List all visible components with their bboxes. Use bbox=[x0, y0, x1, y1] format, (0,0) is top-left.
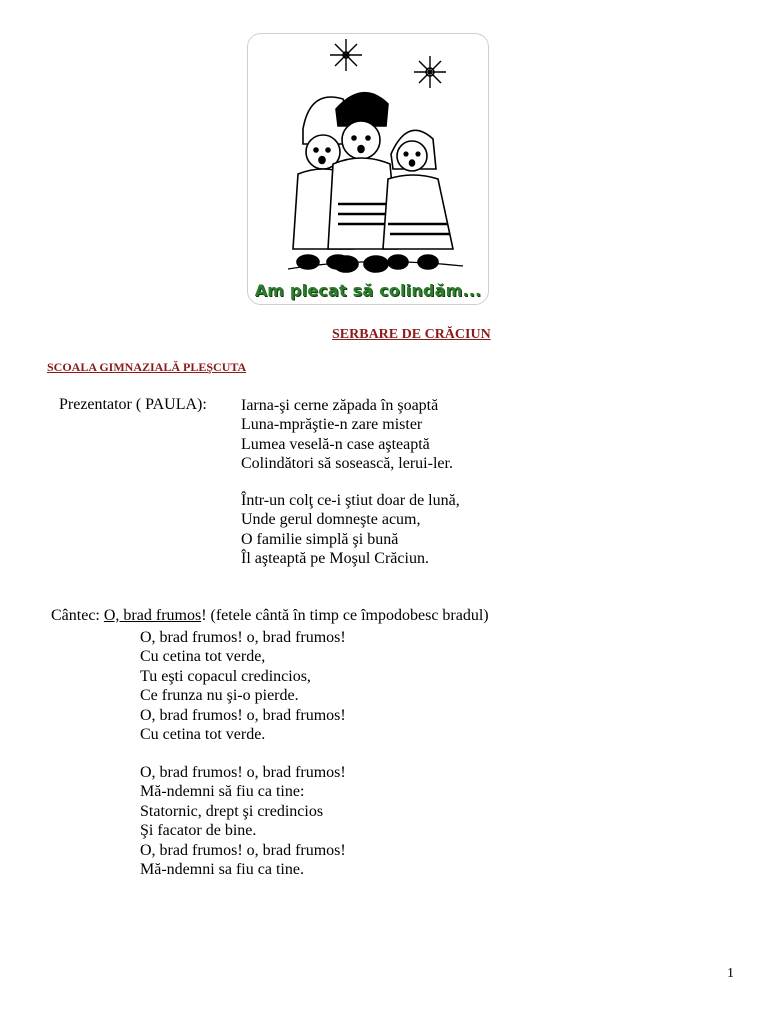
carolers-drawing bbox=[248, 34, 488, 279]
logo-caption: Am plecat să colindăm... bbox=[254, 281, 482, 300]
page-title: SERBARE DE CRĂCIUN bbox=[332, 327, 491, 342]
verse-line: Mă-ndemni să fiu ca tine: bbox=[140, 783, 305, 801]
song-heading bbox=[51, 607, 489, 625]
school-name: SCOALA GIMNAZIALĂ PLEŞCUTA bbox=[47, 360, 247, 374]
verse-line: Colindători să sosească, lerui-ler. bbox=[241, 454, 453, 472]
song-prefix: Cântec: bbox=[51, 607, 104, 624]
verse-line: Într-un colţ ce-i ştiut doar de lună, bbox=[241, 492, 460, 509]
song-verse-2 bbox=[140, 763, 346, 879]
verse-line: Mă-ndemni sa fiu ca tine. bbox=[140, 861, 304, 879]
song-title: O, brad frumos bbox=[103, 607, 202, 624]
verse-line: O, brad frumos! o, brad frumos! bbox=[140, 629, 346, 646]
verse-line: Cu cetina tot verde, bbox=[140, 648, 266, 666]
snowflake-icon bbox=[414, 56, 446, 88]
snowflake-icon bbox=[330, 39, 362, 71]
verse-line: Lumea veselă-n case aşteaptă bbox=[241, 435, 430, 453]
verse-line: Iarna-şi cerne zăpada în şoaptă bbox=[241, 397, 439, 414]
presenter-label: Prezentator ( PAULA): bbox=[59, 396, 207, 413]
presenter-stanza-1 bbox=[241, 396, 453, 473]
verse-line: Unde gerul domneşte acum, bbox=[241, 511, 421, 529]
verse-line: Şi facator de bine. bbox=[140, 822, 257, 840]
verse-line: Luna-mprăştie-n zare mister bbox=[241, 416, 423, 434]
verse-line: O, brad frumos! o, brad frumos! bbox=[140, 764, 346, 781]
verse-line: O, brad frumos! o, brad frumos! bbox=[140, 706, 346, 724]
verse-line: Statornic, drept şi credincios bbox=[140, 802, 324, 820]
verse-line: Îl aşteaptă pe Moşul Crăciun. bbox=[241, 549, 429, 567]
song-verse-1 bbox=[140, 628, 346, 744]
page-number: 1 bbox=[727, 966, 734, 981]
presenter-stanza-2 bbox=[241, 491, 460, 568]
verse-line: Ce frunza nu şi-o pierde. bbox=[140, 687, 299, 705]
verse-line: Tu eşti copacul credincios, bbox=[140, 667, 311, 685]
child-right bbox=[383, 130, 453, 269]
song-direction: ! (fetele cântă în timp ce împodobesc bradul) bbox=[201, 607, 489, 624]
verse-line: O, brad frumos! o, brad frumos! bbox=[140, 841, 346, 859]
carolers-illustration bbox=[247, 33, 489, 305]
verse-line: O familie simplă şi bună bbox=[241, 530, 399, 548]
verse-line: Cu cetina tot verde. bbox=[140, 726, 266, 744]
